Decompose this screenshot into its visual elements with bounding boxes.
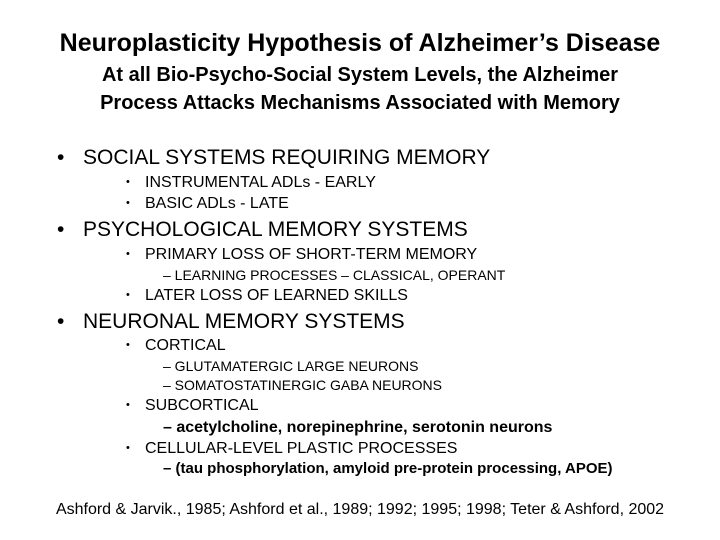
sub-item: – SOMATOSTATINERGIC GABA NEURONS xyxy=(163,377,443,393)
reference-citation: Ashford & Jarvik., 1985; Ashford et al., 1989; 1992; 1995; 1998; Teter & Ashford, 2002 xyxy=(55,501,665,518)
bullet-icon: • xyxy=(126,197,130,209)
bullet-icon: • xyxy=(126,339,130,351)
bullet-icon: • xyxy=(126,442,130,454)
list-item: • LATER LOSS OF LEARNED SKILLS xyxy=(126,287,408,304)
bullet-icon: • xyxy=(126,289,130,301)
bullet-icon: • xyxy=(126,248,130,260)
bullet-icon: • xyxy=(57,146,65,169)
list-item: • CORTICAL xyxy=(126,337,226,354)
sub-item: – acetylcholine, norepinephrine, serotonin neurons xyxy=(163,419,553,436)
sub-item: – GLUTAMATERGIC LARGE NEURONS xyxy=(163,358,419,374)
list-item: • SUBCORTICAL xyxy=(126,397,259,414)
subtitle-line-1: At all Bio-Psycho-Social System Levels, the Alzheimer xyxy=(101,64,619,86)
list-item: • CELLULAR-LEVEL PLASTIC PROCESSES xyxy=(126,440,458,457)
section-heading-social: • SOCIAL SYSTEMS REQUIRING MEMORY xyxy=(57,146,491,169)
section-heading-psychological: • PSYCHOLOGICAL MEMORY SYSTEMS xyxy=(57,218,468,241)
bullet-icon: • xyxy=(126,176,130,188)
sub-item: – LEARNING PROCESSES – CLASSICAL, OPERANT xyxy=(163,267,506,283)
bullet-icon: • xyxy=(126,399,130,411)
bullet-icon: • xyxy=(57,310,65,333)
section-heading-neuronal: • NEURONAL MEMORY SYSTEMS xyxy=(57,310,405,333)
slide-title: Neuroplasticity Hypothesis of Alzheimer’s Disease xyxy=(59,29,661,57)
bullet-icon: • xyxy=(57,218,65,241)
subtitle-line-2: Process Attacks Mechanisms Associated with Memory xyxy=(100,92,620,114)
list-item: • INSTRUMENTAL ADLs - EARLY xyxy=(126,174,376,191)
sub-item: – (tau phosphorylation, amyloid pre-protein processing, APOE) xyxy=(163,460,613,477)
list-item: • PRIMARY LOSS OF SHORT-TERM MEMORY xyxy=(126,246,478,263)
list-item: • BASIC ADLs - LATE xyxy=(126,195,289,212)
